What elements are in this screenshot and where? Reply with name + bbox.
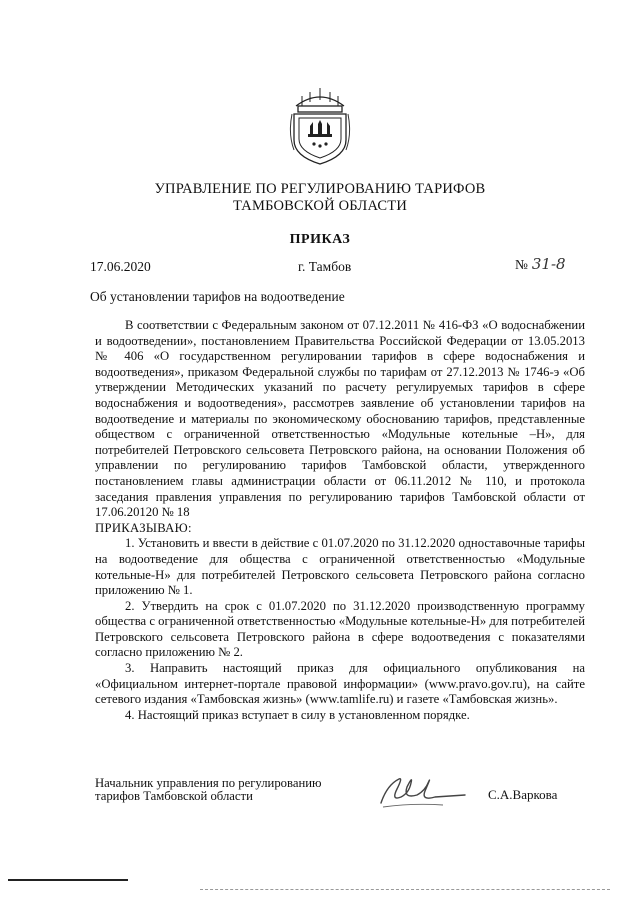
- document-city: г. Тамбов: [298, 259, 352, 274]
- number-value: 31-8: [531, 255, 566, 273]
- order-item-1: 1. Установить и ввести в действие с 01.07.2020 по 31.12.2020 одноставочные тарифы на водоотведение для общества с ограниченной ответственностью «Модульные котельные-Н» для потребителей Петровского сельсовета Петровского района согласно приложению № 1.: [95, 536, 585, 598]
- document-number: [515, 255, 566, 273]
- preamble-paragraph: В соответствии с Федеральным законом от 07.12.2011 № 416-ФЗ «О водоснабжении и водоотведении», постановлением Правительства Российской Федерации от 13.05.2013 № 406 «О государственном регулировании тарифов в сфере водоснабжения и водоотведения», приказом Федеральной службы по тарифам от 27.12.2013 № 1746-э «Об утверждении Методических указаний по расчету регулируемых тарифов в сфере водоснабжения и водоотведения», рассмотрев заявление об установлении тарифов на водоотведение и материалы по экономическому обоснованию тарифов, представленные обществом с ограниченной ответственностью «Модульные котельные –Н», для потребителей Петровского сельсовета Петровского района, на основании Положения об управлении по регулированию тарифов Тамбовской области, утвержденного постановлением главы администрации области от 06.11.2012 № 110, и протокола заседания правления управления по регулированию тарифов Тамбовской области от 17.06.20120 № 18: [95, 318, 585, 520]
- document-type: ПРИКАЗ: [289, 232, 351, 247]
- order-item-3: 3. Направить настоящий приказ для официального опубликования на «Официальном интернет-портале правовой информации» (www.pravo.gov.ru), на сайте сетевого издания «Тамбовская жизнь» (www.tamlife.ru) и газете «Тамбовская жизнь».: [95, 661, 585, 707]
- order-item-2: 2. Утвердить на срок с 01.07.2020 по 31.12.2020 производственную программу общества с ограниченной ответственностью «Модульные котельные-Н» для потребителей Петровского сельсовета Петровского района в сфере водоотведения с показателями согласно приложению № 2.: [95, 598, 585, 660]
- handwritten-signature-icon: [373, 767, 473, 811]
- document-body: [95, 318, 585, 723]
- footer-rule: [8, 879, 128, 881]
- signatory-title: [95, 777, 322, 803]
- org-title-line1: УПРАВЛЕНИЕ ПО РЕГУЛИРОВАНИЮ ТАРИФОВ: [154, 181, 486, 197]
- order-verb: ПРИКАЗЫВАЮ:: [95, 520, 192, 535]
- footer-scan-artifact: [200, 889, 610, 891]
- signatory-title-line1: Начальник управления по регулированию: [95, 776, 322, 790]
- document-date: 17.06.2020: [90, 259, 151, 274]
- tambov-coat-of-arms-icon: [288, 84, 352, 166]
- org-title-line2: ТАМБОВСКОЙ ОБЛАСТИ: [232, 198, 408, 214]
- number-label: №: [515, 257, 528, 272]
- organization-title: [90, 181, 550, 215]
- order-item-4: 4. Настоящий приказ вступает в силу в установленном порядке.: [125, 707, 470, 722]
- signature-block: [95, 777, 585, 817]
- document-subject: Об установлении тарифов на водоотведение: [90, 289, 345, 304]
- signatory-name: С.А.Варкова: [488, 787, 558, 802]
- signatory-title-line2: тарифов Тамбовской области: [95, 789, 253, 803]
